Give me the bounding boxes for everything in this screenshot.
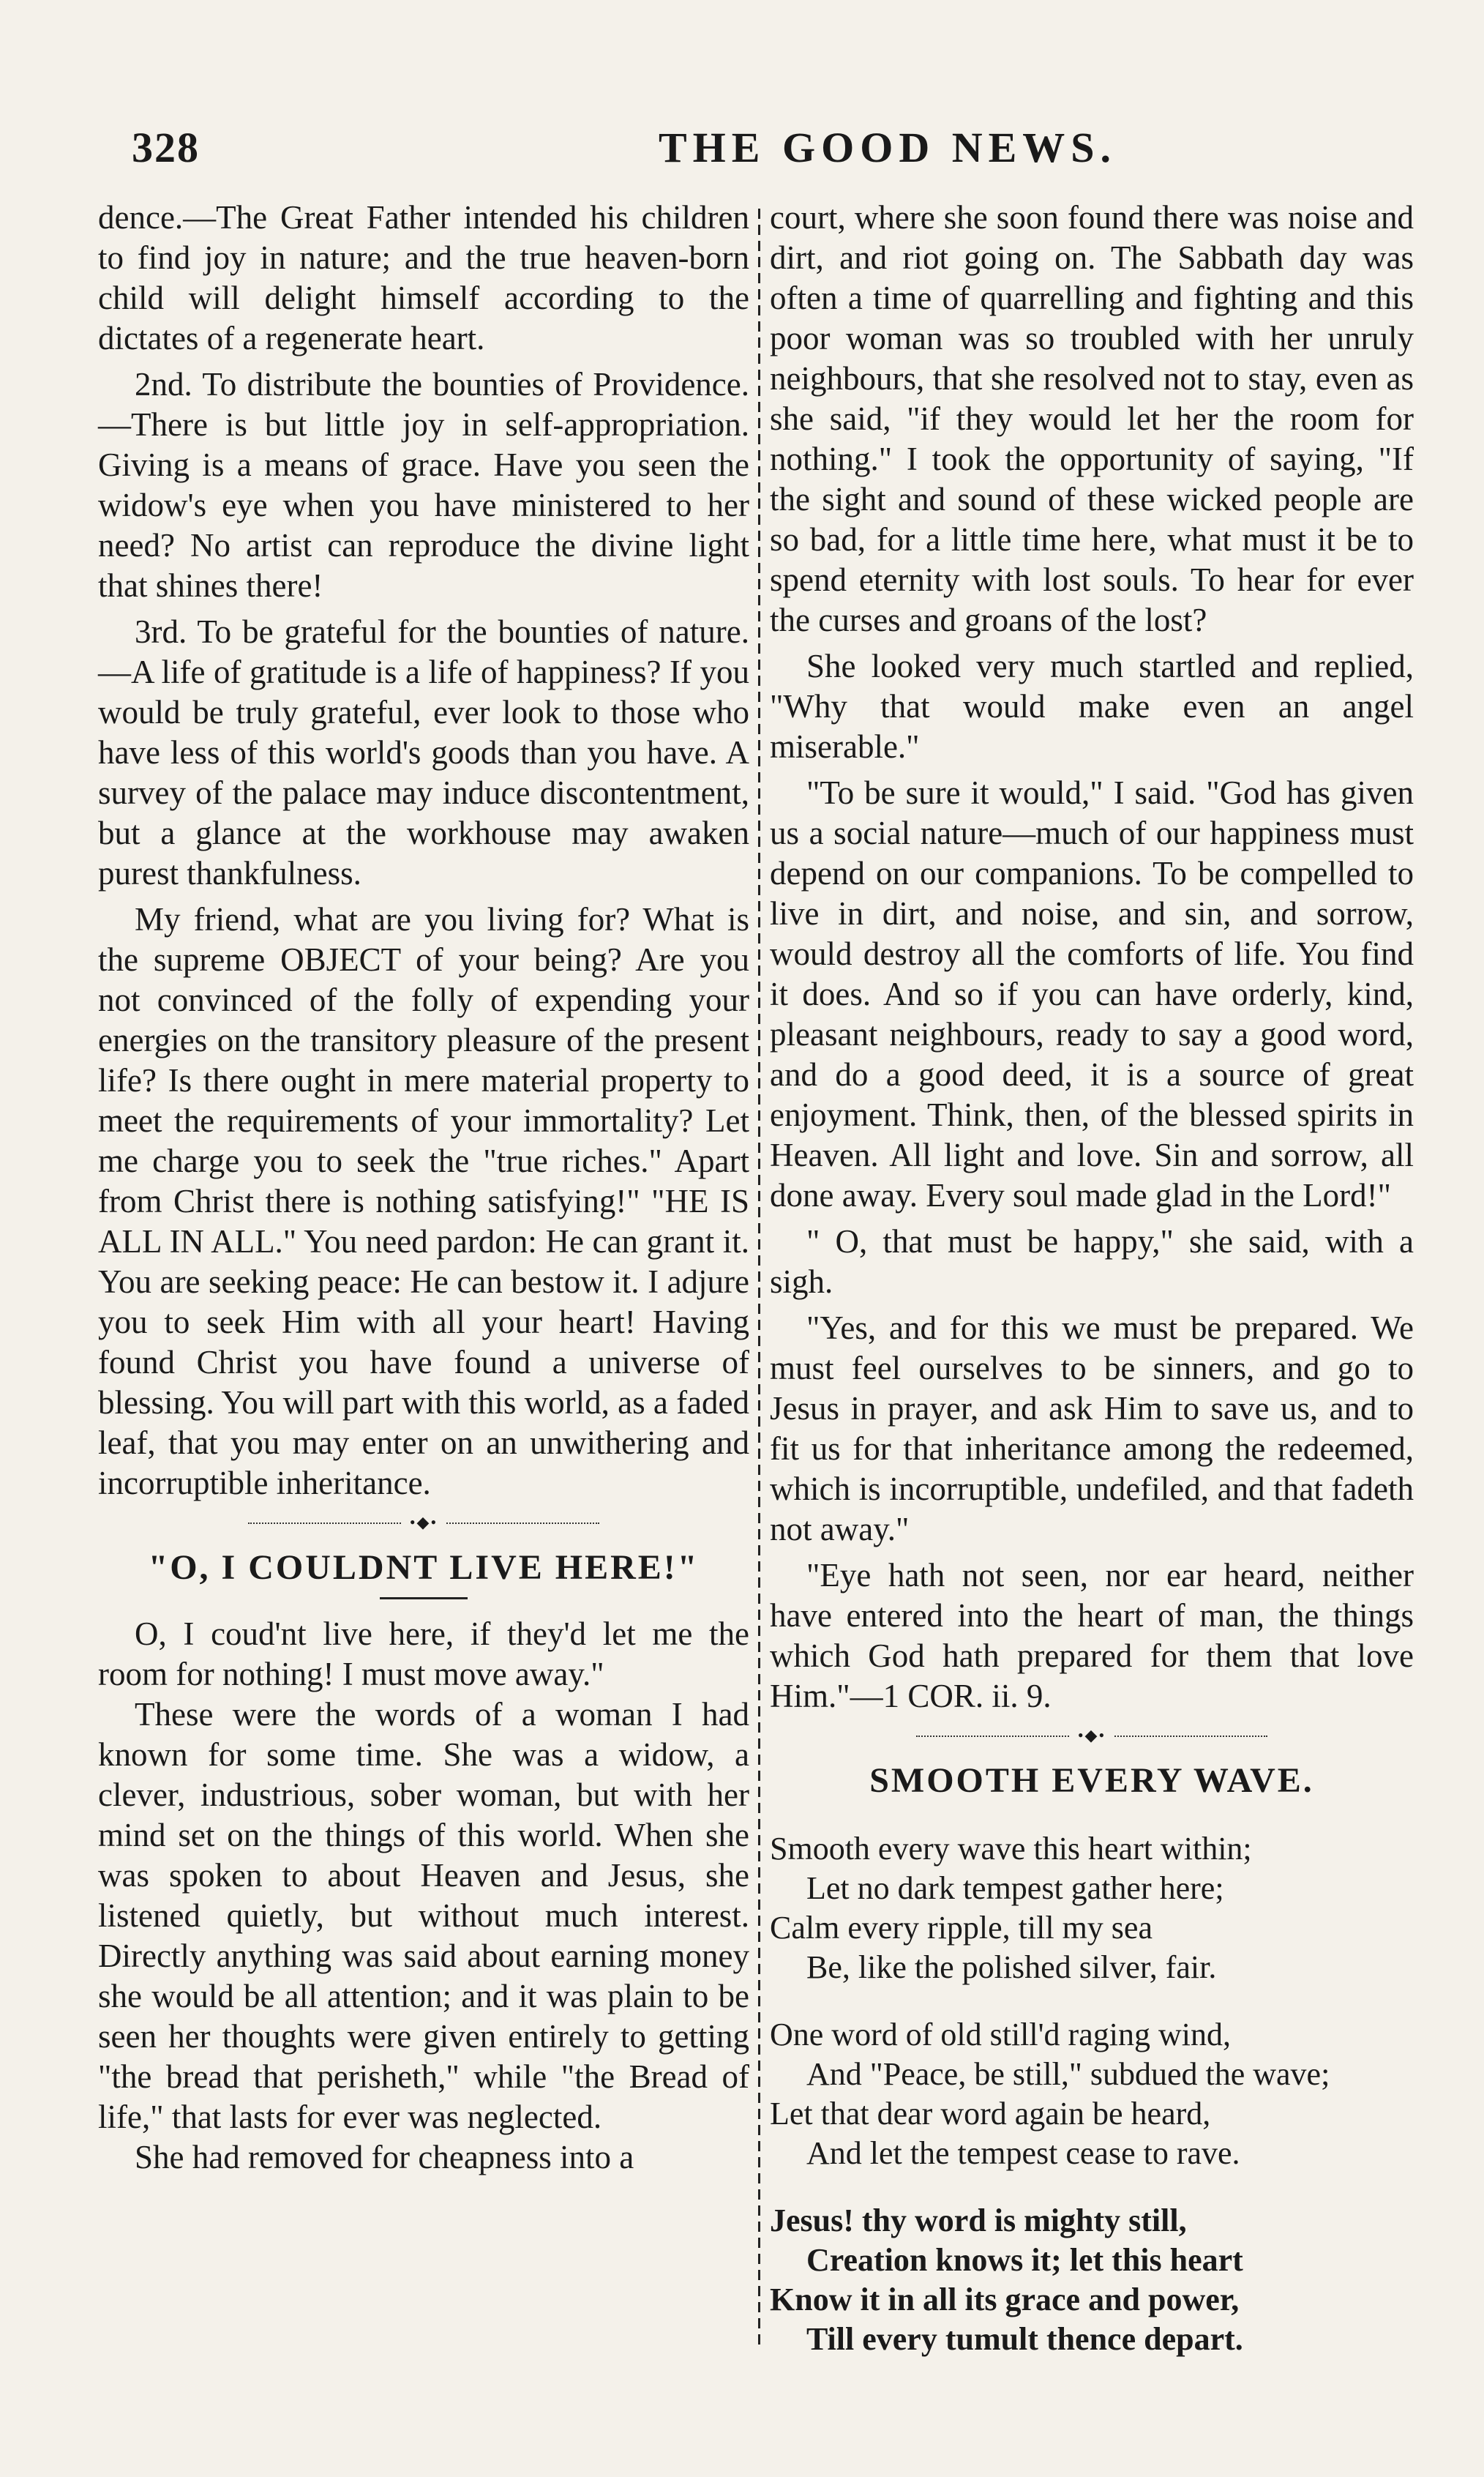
poem-line: Creation knows it; let this heart [806, 2242, 1243, 2278]
poem-line: And "Peace, be still," subdued the wave; [806, 2056, 1330, 2092]
column-divider [758, 209, 760, 2346]
poem-title: SMOOTH EVERY WAVE. [869, 1761, 1314, 1800]
poem-line: Jesus! thy word is mighty still, [770, 2203, 1187, 2238]
poem-stanza [770, 2201, 1414, 2359]
poem-line: Let that dear word again be heard, [770, 2096, 1211, 2132]
ornament-glyph: •◆• [402, 1513, 445, 1531]
paragraph: She looked very much startled and replied, "Why that would make even an angel miserable." [770, 648, 1414, 765]
poem-stanza [770, 2015, 1414, 2173]
paragraph: "To be sure it would," I said. "God has given us a social nature—much of our happiness must depend on our companions. To be compelled to live in dirt, and noise, and sin, and sorrow, would destroy all the comforts of life. You find it does. And so if you can have orderly, kind, pleasant neighbours, ready to say a good word, and do a good deed, it is a source of great enjoyment. Think, then, of the blessed spirits in Heaven. All light and love. Sin and sorrow, all done away. Every soul made glad in the Lord!" [770, 774, 1414, 1214]
article-title: "O, I COULDNT LIVE HERE!" [148, 1548, 700, 1587]
paragraph: O, I coud'nt live here, if they'd let me the room for nothing! I must move away." [98, 1615, 749, 1692]
title-rule [380, 1597, 468, 1599]
page-header [132, 123, 1361, 174]
left-column [98, 198, 749, 2178]
section-ornament [916, 1726, 1267, 1744]
paragraph: "Eye hath not seen, nor ear heard, neither have entered into the heart of man, the things which God hath prepared for them that love Him."—1 COR. ii. 9. [770, 1557, 1414, 1714]
poem-line: Know it in all its grace and power, [770, 2282, 1240, 2317]
poem-line: Let no dark tempest gather here; [806, 1870, 1224, 1906]
right-column [770, 198, 1414, 2387]
paragraph: "Yes, and for this we must be prepared. We must feel ourselves to be sinners, and go to Jesus in prayer, and ask Him to save us, and to fit us for that inheritance among the redeemed, which is incorruptible, undefiled, and that fadeth not away." [770, 1310, 1414, 1547]
poem-line: And let the tempest cease to rave. [806, 2135, 1240, 2171]
paragraph: 3rd. To be grateful for the bounties of nature.—A life of gratitude is a life of happiness? If you would be truly grateful, ever look to those who have less of this world's goods than you have. A survey of the palace may induce discontentment, but a glance at the workhouse may awaken purest thankfulness. [98, 613, 749, 892]
running-title: THE GOOD NEWS. [659, 124, 1117, 171]
poem-stanza [770, 1829, 1414, 1987]
poem-line: Be, like the polished silver, fair. [806, 1949, 1217, 1985]
paragraph: " O, that must be happy," she said, with a sigh. [770, 1223, 1414, 1300]
paragraph: court, where she soon found there was noise and dirt, and riot going on. The Sabbath day was often a time of quarrelling and fighting and this poor woman was so troubled with her unruly neighbours, that she resolved not to stay, even as she said, "if they would let her the room for nothing." I took the opportunity of saying, "If the sight and sound of these wicked people are so bad, for a little time here, what must it be to spend eternity with lost souls. To hear for ever the curses and groans of the lost? [770, 199, 1414, 638]
poem-line: Smooth every wave this heart within; [770, 1831, 1252, 1867]
paragraph: These were the words of a woman I had known for some time. She was a widow, a clever, industrious, sober woman, but with her mind set on the things of this world. When she was spoken to about Heaven and Jesus, she listened quietly, but without much interest. Directly anything was said about earning money she would be all attention; and it was plain to be seen her thoughts were given entirely to getting "the bread that perisheth," while "the Bread of life," that lasts for ever was neglected. [98, 1696, 749, 2135]
section-ornament [248, 1513, 599, 1531]
poem-line: One word of old still'd raging wind, [770, 2017, 1231, 2052]
poem [770, 1829, 1414, 2359]
ornament-glyph: •◆• [1071, 1726, 1113, 1744]
page-number: 328 [132, 124, 200, 171]
paragraph: 2nd. To distribute the bounties of Providence.—There is but little joy in self-appropriation. Giving is a means of grace. Have you seen the widow's eye when you have ministered to her need? No artist can reproduce the divine light that shines there! [98, 366, 749, 604]
poem-line: Till every tumult thence depart. [806, 2321, 1243, 2357]
paragraph: My friend, what are you living for? What is the supreme OBJECT of your being? Are you not convinced of the folly of expending your energies on the transitory pleasure of the present life? Is there ought in mere material property to meet the requirements of your immortality? Let me charge you to seek the "true riches." Apart from Christ there is nothing satisfying!" "HE IS ALL IN ALL." You need pardon: He can grant it. You are seeking peace: He can bestow it. I adjure you to seek Him with all your heart! Having found Christ you have found a universe of blessing. You will part with this world, as a faded leaf, that you may enter on an unwithering and incorruptible inheritance. [98, 901, 749, 1501]
paragraph: She had removed for cheapness into a [135, 2139, 634, 2175]
poem-line: Calm every ripple, till my sea [770, 1910, 1153, 1946]
paragraph: dence.—The Great Father intended his children to find joy in nature; and the true heaven-born child will delight himself according to the dictates of a regenerate heart. [98, 199, 749, 356]
